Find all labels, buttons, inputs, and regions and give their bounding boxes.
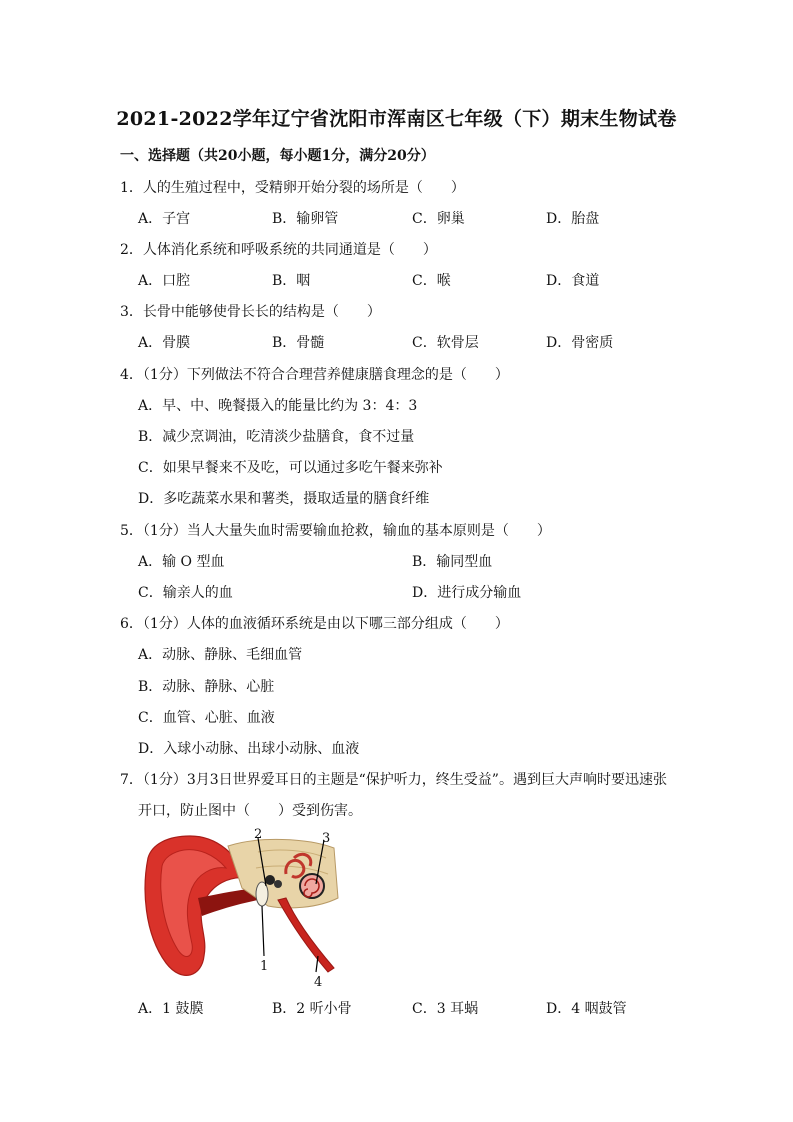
figure-label-4: 4 [314, 975, 323, 988]
question-7-continued: 开口，防止图中（ ）受到伤害。 [138, 803, 362, 819]
question-text: （1分）下列做法不符合合理营养健康膳食理念的是（ ） [142, 367, 509, 383]
question-number: 1． [120, 180, 143, 196]
option-d: D．食道 [546, 273, 600, 289]
ossicles-shape [265, 875, 275, 885]
option-b: B．骨髓 [272, 335, 325, 351]
option-d: D．4 咽鼓管 [546, 1001, 627, 1017]
option-a: A．骨膜 [138, 335, 191, 351]
option-c: C．喉 [412, 273, 451, 289]
option-b: B．减少烹调油，吃清淡少盐膳食，食不过量 [138, 429, 415, 445]
question-text: （1分）人体的血液循环系统是由以下哪三部分组成（ ） [142, 616, 509, 632]
option-b: B．2 听小骨 [272, 1001, 352, 1017]
option-b: B．输卵管 [272, 211, 339, 227]
question-2 [120, 239, 437, 259]
option-d: D．骨密质 [546, 335, 614, 351]
figure-label-1: 1 [260, 959, 269, 974]
question-number: 2． [120, 242, 143, 258]
option-d: D．入球小动脉、出球小动脉、血液 [138, 741, 360, 757]
option-c: C．软骨层 [412, 335, 479, 351]
ossicles-shape [274, 880, 282, 888]
question-number: 6． [120, 616, 143, 632]
question-7 [120, 769, 667, 789]
question-6 [120, 613, 509, 633]
question-number: 3． [120, 304, 143, 320]
option-b: B．输同型血 [412, 554, 493, 570]
option-c: C．3 耳蜗 [412, 1001, 479, 1017]
option-a: A．口腔 [138, 273, 191, 289]
option-c: C．如果早餐来不及吃，可以通过多吃午餐来弥补 [138, 460, 443, 476]
option-a: A．输 O 型血 [138, 554, 225, 570]
option-c: C．输亲人的血 [138, 585, 233, 601]
question-4 [120, 364, 509, 384]
option-c: C．血管、心脏、血液 [138, 710, 275, 726]
option-a: A．1 鼓膜 [138, 1001, 204, 1017]
option-c: C．卵巢 [412, 211, 465, 227]
question-number: 4． [120, 367, 143, 383]
option-a: A．子宫 [138, 211, 191, 227]
option-d: D．进行成分输血 [412, 585, 522, 601]
question-text: （1分）当人大量失血时需要输血抢救，输血的基本原则是（ ） [142, 523, 551, 539]
option-a: A．早、中、晚餐摄入的能量比约为 3：4：3 [138, 398, 418, 414]
question-5 [120, 520, 551, 540]
section-heading: 一、选择题（共20小题，每小题1分，满分20分） [120, 148, 435, 164]
option-d: D．多吃蔬菜水果和薯类，摄取适量的膳食纤维 [138, 491, 430, 507]
option-a: A．动脉、静脉、毛细血管 [138, 647, 303, 663]
figure-label-3: 3 [322, 831, 331, 846]
option-b: B．动脉、静脉、心脏 [138, 679, 275, 695]
question-number: 5． [120, 523, 143, 539]
question-text: 长骨中能够使骨长长的结构是（ ） [142, 304, 381, 320]
leader-line-1 [262, 906, 264, 956]
page-title: 2021-2022学年辽宁省沈阳市浑南区七年级（下）期末生物试卷 [116, 108, 677, 130]
question-text: （1分）3月3日世界爱耳日的主题是“保护听力，终生受益”。遇到巨大声响时要迅速张 [142, 772, 667, 788]
question-1 [120, 177, 465, 197]
figure-label-2: 2 [254, 828, 263, 842]
option-d: D．胎盘 [546, 211, 600, 227]
question-3 [120, 301, 381, 321]
question-text: 人体消化系统和呼吸系统的共同通道是（ ） [142, 242, 437, 258]
ear-diagram [138, 828, 350, 988]
question-number: 7． [120, 772, 143, 788]
question-text: 人的生殖过程中，受精卵开始分裂的场所是（ ） [142, 180, 465, 196]
eustachian-tube [278, 898, 334, 972]
option-b: B．咽 [272, 273, 311, 289]
